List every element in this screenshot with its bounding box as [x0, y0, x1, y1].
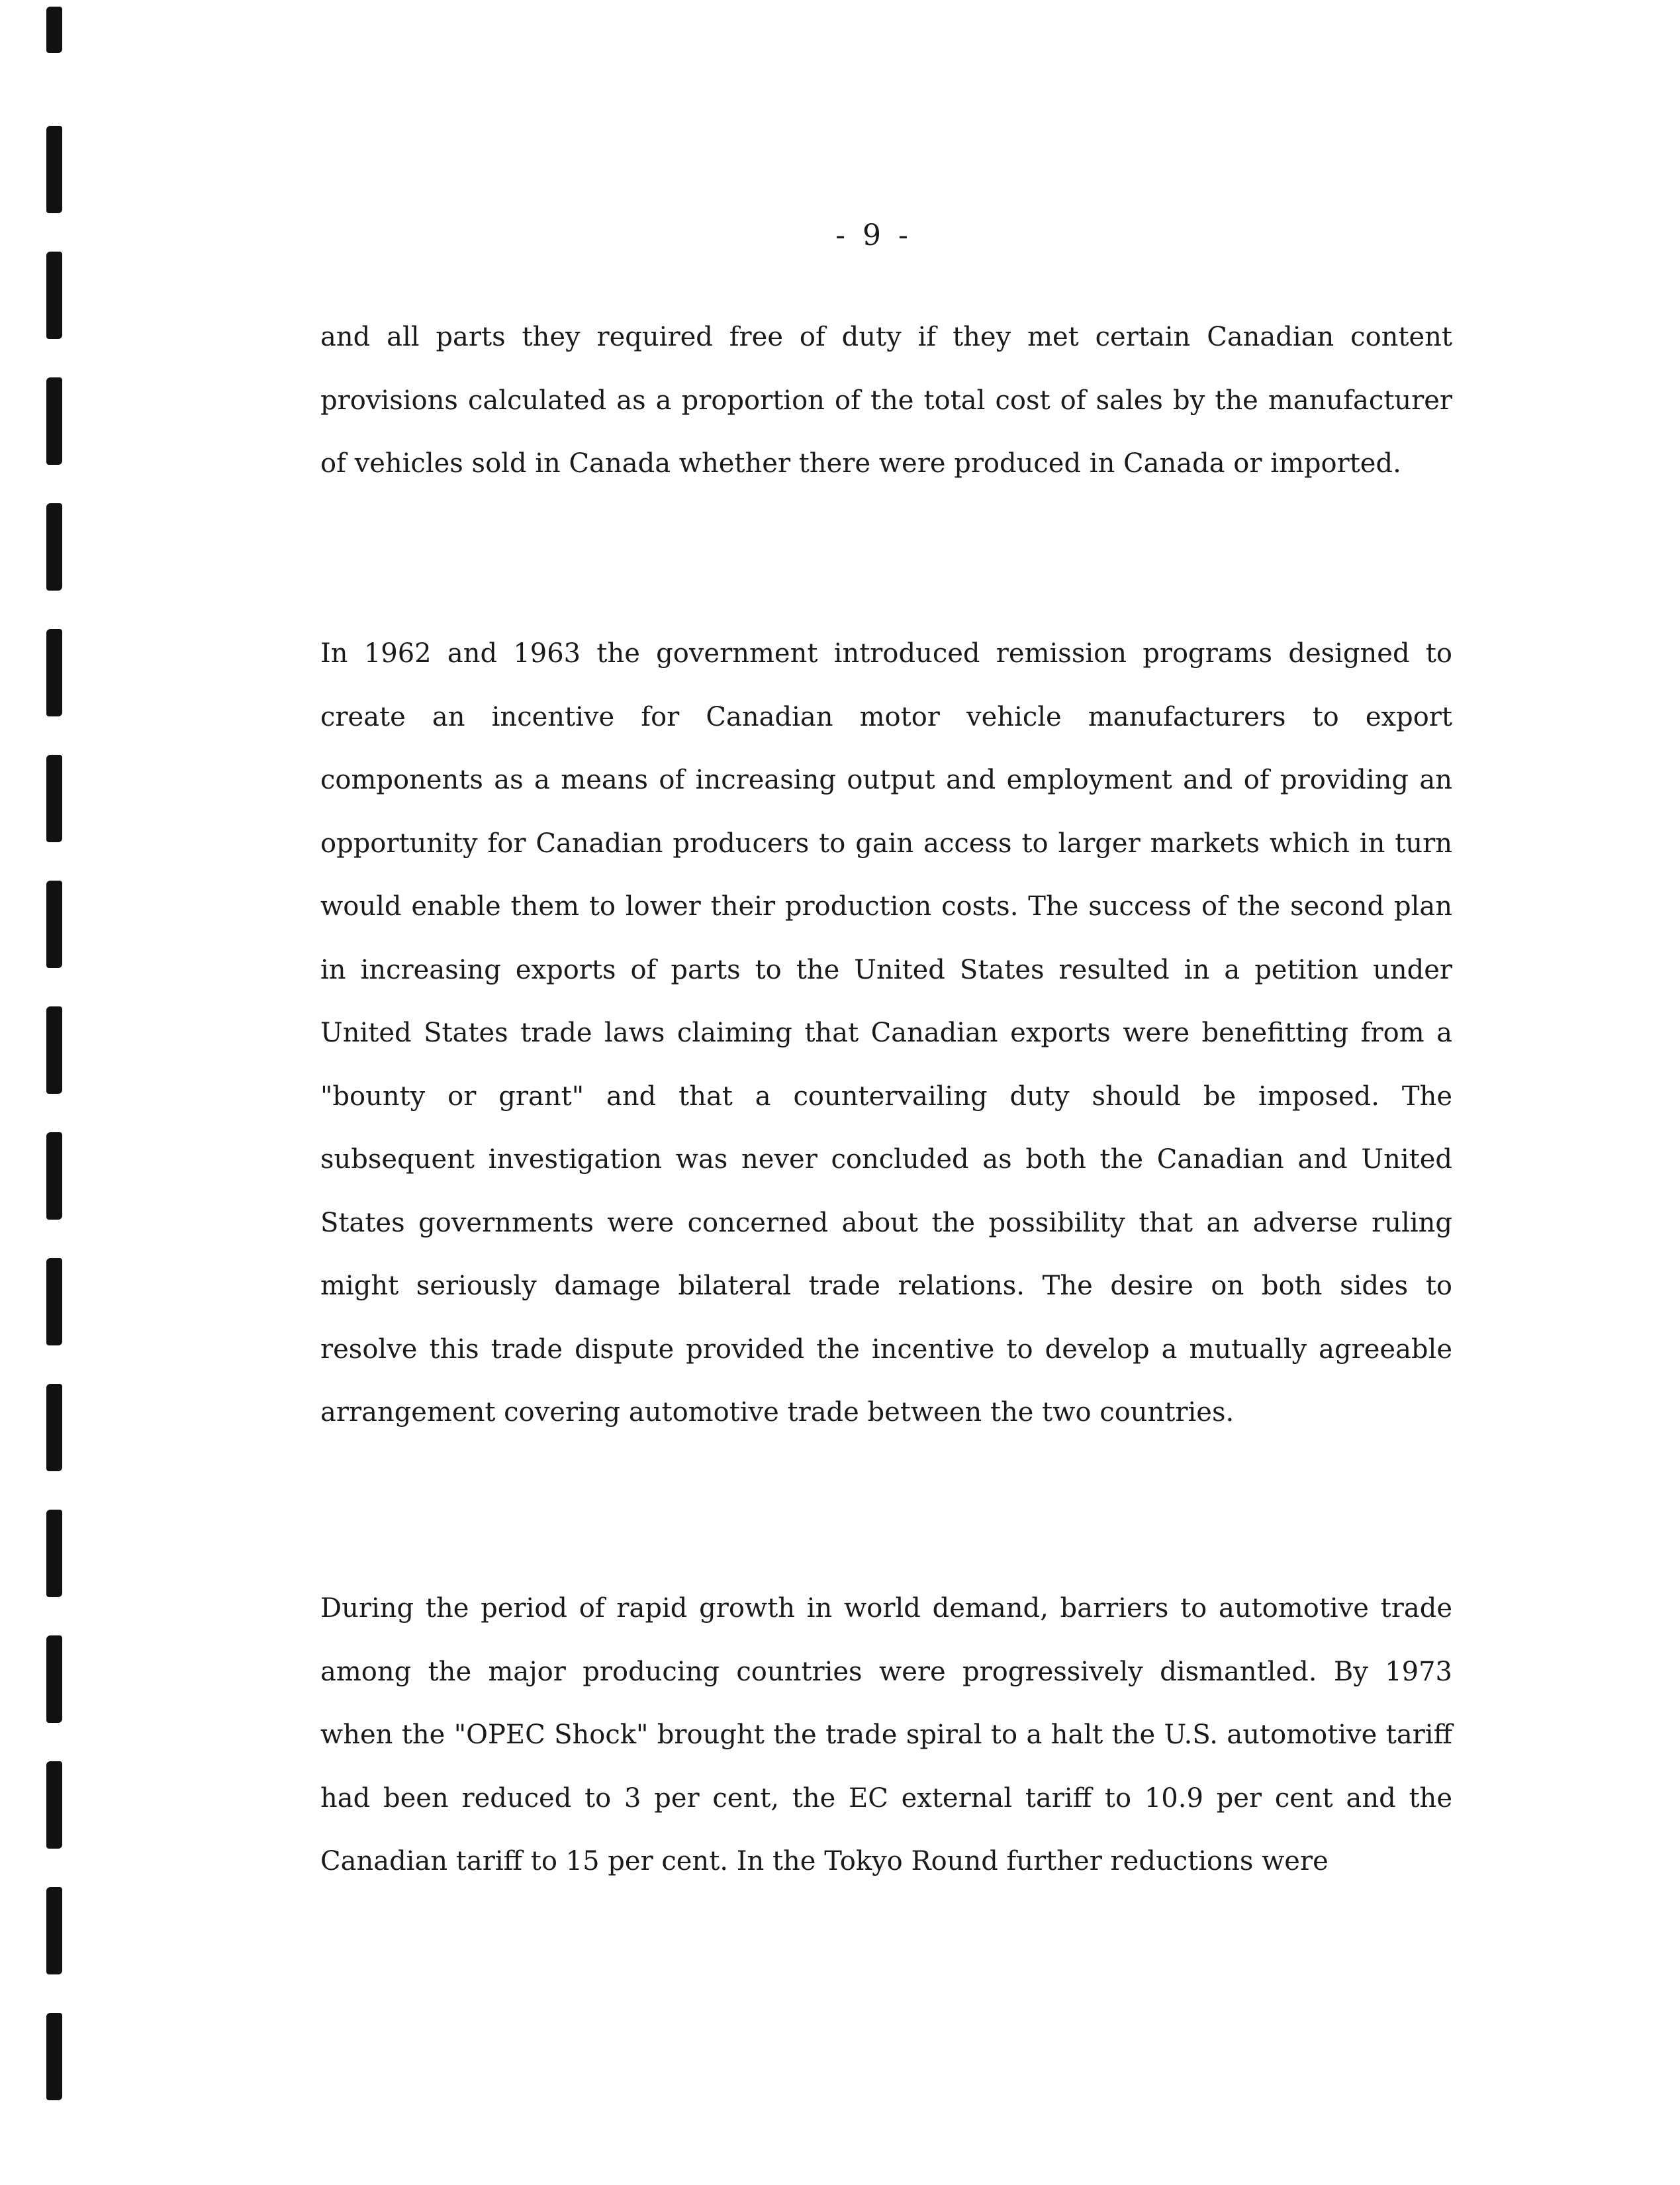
binder-mark: [46, 1258, 62, 1345]
binder-mark: [46, 7, 62, 53]
binder-hole-marks: [38, 0, 71, 2185]
binder-mark: [46, 1006, 62, 1094]
binder-mark: [46, 1761, 62, 1849]
binder-mark: [46, 126, 62, 213]
paragraph-text: In 1962 and 1963 the government introduced remission programs designed to create an incentive for Canadian motor vehicle manufacturers to export components as a means of increasing output and employment and of providing an opportunity for Canadian producers to gain access to larger markets which in turn would enable them to lower their production costs. The success of the second plan in increasing exports of parts to the United States resulted in a petition under United States trade laws claiming that Canadian exports were benefitting from a "bounty or grant" and that a countervailing duty should be imposed. The subsequent investigation was never concluded as both the Canadian and United States governments were concerned about the possibility that an adverse ruling might seriously damage bilateral trade relations. The desire on both sides to resolve this trade dispute provided the incentive to develop a mutually agreeable arrangement covering automotive trade between the two countries.: [320, 638, 1452, 1428]
binder-mark: [46, 1510, 62, 1597]
binder-mark: [46, 252, 62, 339]
binder-mark: [46, 377, 62, 465]
binder-mark: [46, 1635, 62, 1723]
paragraph-text: During the period of rapid growth in world demand, barriers to automotive trade among the major producing countries were progressively dismantled. By 1973 when the "OPEC Shock" brought the trade spiral to a halt the U.S. automotive tariff had been reduced to 3 per cent, the EC external tariff to 10.9 per cent and the Canadian tariff to 15 per cent. In the Tokyo Round further reductions were: [320, 1593, 1452, 1876]
paragraph-3: [320, 1577, 1452, 1894]
binder-mark: [46, 1384, 62, 1471]
paragraph-1: [320, 306, 1452, 496]
paragraph-2: [320, 622, 1452, 1445]
binder-mark: [46, 1132, 62, 1220]
binder-mark: [46, 503, 62, 591]
paragraph-text: and all parts they required free of duty if they met certain Canadian content provisions calculated as a proportion of the total cost of sales by the manufacturer of vehicles sold in Canada whether there were produced in Canada or imported.: [320, 322, 1452, 479]
binder-mark: [46, 629, 62, 716]
binder-mark: [46, 2013, 62, 2100]
binder-mark: [46, 755, 62, 842]
binder-mark: [46, 881, 62, 968]
binder-mark: [46, 1887, 62, 1974]
page-number: - 9 -: [835, 218, 912, 252]
